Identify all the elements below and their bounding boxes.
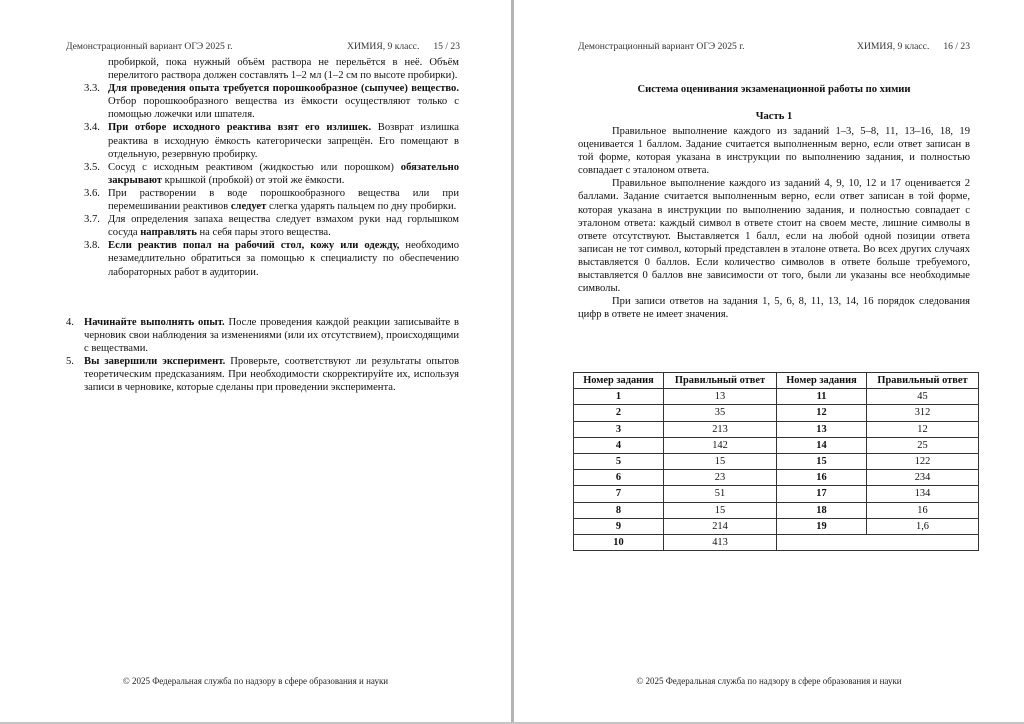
task-number: 5 [574,453,664,469]
item-text: слегка ударять пальцем по дну пробирки. [266,201,457,213]
empty-cell [777,534,979,550]
header-left: Демонстрационный вариант ОГЭ 2025 г. [66,41,233,52]
task-number: 12 [777,405,867,421]
correct-answer: 1,6 [867,518,979,534]
item-text: Отбор порошкообразного вещества из ёмкости осуществляют только с помощью ложечки или шпателя. [108,96,459,121]
section-title: Система оценивания экзаменационной работы по химии [637,84,911,95]
list-item [84,239,460,278]
page-16 [514,0,1024,722]
correct-answer: 13 [664,389,777,405]
header-page-number: 15 / 23 [433,41,460,52]
list-item [84,121,459,160]
correct-answer: 12 [867,421,979,437]
paragraph: Правильное выполнение каждого из заданий 4, 9, 10, 12 и 17 оценивается 2 баллами. Задание считается выполненным верно, если ответ записан в той форме, которая указана в инструкции по выполнению задания, и полностью совпадает с эталоном ответа: каждый символ в ответе стоит на своем месте, лишние символы в ответе отсутствуют. Выставляется 1 балл, если на любой одной позиции ответа записан не тот символ, который представлен в эталоне ответа. Во всех других случаях выставляется 0 баллов. Если количество символов в ответе больше требуемого, выставляется 0 баллов вне зависимости от того, были ли указаны все необходимые символы. [578,178,970,295]
column-header: Правильный ответ [867,373,979,389]
task-number: 8 [574,502,664,518]
table-row [574,389,979,405]
correct-answer: 142 [664,437,777,453]
list-item [84,187,459,213]
correct-answer: 45 [867,389,979,405]
list-item [66,355,459,394]
page-header [578,41,970,52]
header-page-number: 16 / 23 [943,41,970,52]
table-row [574,534,979,550]
page-header [66,41,460,52]
header-subject: ХИМИЯ, 9 класс. [857,41,930,52]
item-bold-text: Для проведения опыта требуется порошкообразное (сыпучее) вещество. [108,83,459,95]
column-header: Правильный ответ [664,373,777,389]
task-number: 6 [574,470,664,486]
correct-answer: 16 [867,502,979,518]
item-number: 3.5. [84,161,100,173]
item-number: 3.3. [84,83,100,95]
correct-answer: 15 [664,453,777,469]
correct-answer: 122 [867,453,979,469]
correct-answer: 23 [664,470,777,486]
table-row [574,453,979,469]
item-bold-text: следует [230,201,267,213]
task-number: 11 [777,389,867,405]
list-item [66,316,460,355]
item-bold-text: Вы завершили эксперимент. [84,356,226,368]
paragraph: Правильное выполнение каждого из заданий 1–3, 5–8, 11, 13–16, 18, 19 оценивается 1 баллом. Задание считается выполненным верно, если ответ записан в той форме, которая указана в инструкции по выполнению задания, и полностью совпадает с эталоном ответа. [578,126,970,177]
table-row [574,470,979,486]
correct-answer: 35 [664,405,777,421]
task-number: 17 [777,486,867,502]
table-row [574,421,979,437]
header-subject: ХИМИЯ, 9 класс. [347,41,420,52]
task-number: 19 [777,518,867,534]
list-item [84,82,459,121]
task-number: 14 [777,437,867,453]
item-text: крышкой (пробкой) от этой же ёмкости. [162,174,345,186]
instructions-body [84,56,460,279]
item-bold-text: Если реактив попал на рабочий стол, кожу или одежду, [108,240,400,252]
item-number: 4. [66,317,74,328]
table-row [574,405,979,421]
task-number: 4 [574,437,664,453]
table-row [574,486,979,502]
task-number: 9 [574,518,664,534]
list-item [84,161,459,187]
item-text: Сосуд с исходным реактивом (жидкостью или порошком) [108,161,401,173]
part-heading: Часть 1 [755,111,793,122]
task-number: 7 [574,486,664,502]
item-bold-text: направлять [140,227,197,239]
item-bold-text: При отборе исходного реактива взят его излишек. [108,122,372,134]
item-text: Для определения запаха вещества следует взмахом руки над горлышком сосуда [108,214,459,239]
task-number: 10 [574,534,664,550]
correct-answer: 234 [867,470,979,486]
table-row [574,518,979,534]
list-item [84,213,459,239]
correct-answer: 134 [867,486,979,502]
item-number: 3.6. [84,187,100,199]
item-bold-text: Начинайте выполнять опыт. [84,317,225,328]
item-text: на себя пары этого вещества. [196,227,331,239]
table-row [574,437,979,453]
task-number: 16 [777,470,867,486]
steps-list [66,316,460,395]
column-header: Номер задания [574,373,664,389]
correct-answer: 15 [664,502,777,518]
item-number: 3.4. [84,122,100,134]
task-number: 15 [777,453,867,469]
page-footer: © 2025 Федеральная служба по надзору в сфере образования и науки [122,676,389,686]
page-15 [0,0,511,722]
task-number: 1 [574,389,664,405]
item-number: 3.7. [84,214,100,226]
page-footer: © 2025 Федеральная служба по надзору в сфере образования и науки [636,676,902,686]
task-number: 2 [574,405,664,421]
item-text: При растворении в воде порошкообразного вещества или при перемешивании реактивов [108,187,459,213]
column-header: Номер задания [777,373,867,389]
item-text: необходимо незамедлительно обратиться за помощью к специалисту по обеспечению лабораторных работ в аудитории. [108,240,460,278]
answers-table [573,372,979,551]
task-number: 18 [777,502,867,518]
item-number: 5. [66,356,74,368]
task-number: 3 [574,421,664,437]
task-number: 13 [777,421,867,437]
item-bold-text: обязательно закрывают [108,161,459,186]
item-number: 3.8. [84,240,100,252]
correct-answer: 214 [664,518,777,534]
table-row [574,502,979,518]
correct-answer: 312 [867,405,979,421]
correct-answer: 51 [664,486,777,502]
item-text: Проверьте, соответствуют ли результаты опытов теоретическим предсказаниям. При необходимости скорректируйте их, используя записи в черновике, которые сделаны при проведении эксперимента. [84,356,459,394]
continuation-text: пробиркой, пока нужный объём раствора не перельётся в неё. Объём перелитого раствора должен составлять 1–2 мл (1–2 см по высоте пробирки). [108,57,459,82]
item-text: После проведения каждой реакции записывайте в черновик свои наблюдения за изменениями (или их отсутствием), происходящими с веществами. [84,317,460,355]
correct-answer: 413 [664,534,777,550]
correct-answer: 213 [664,421,777,437]
paragraph: При записи ответов на задания 1, 5, 6, 8, 11, 13, 14, 16 порядок следования цифр в ответе не имеет значения. [578,296,970,321]
header-left: Демонстрационный вариант ОГЭ 2025 г. [578,41,745,52]
item-text: Возврат излишка реактива в исходную ёмкость категорически запрещён. Его помещают в отдельную, резервную пробирку. [108,122,459,160]
correct-answer: 25 [867,437,979,453]
scoring-text [578,125,970,321]
